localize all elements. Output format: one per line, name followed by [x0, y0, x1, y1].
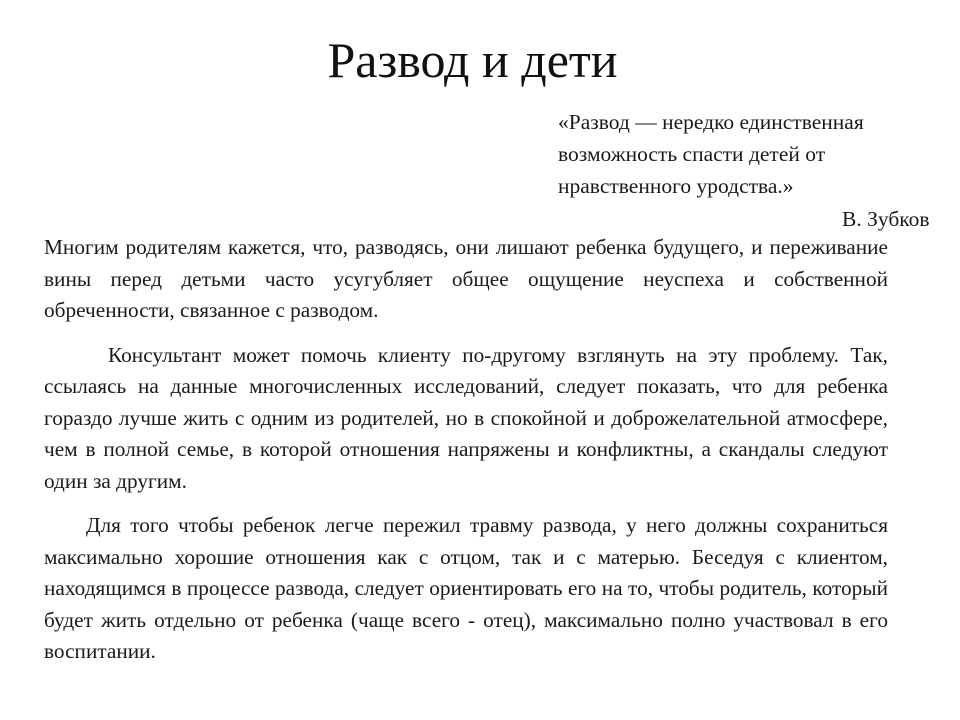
- paragraph-1: Многим родителям кажется, что, разводясь, они лишают ребенка будущего, и переживание вины перед детьми часто усугубляет общее ощущение неуспеха и собственной обреченности, связанное с разводом.: [44, 235, 888, 322]
- epigraph-author: В. Зубков: [842, 207, 930, 231]
- epigraph-quote: «Развод — нередко единственная возможность спасти детей от нравственного уродства.»: [558, 110, 864, 198]
- slide-title: Развод и дети: [327, 32, 618, 88]
- paragraph-3: Для того чтобы ребенок легче пережил травму развода, у него должны сохраниться максимально хорошие отношения как с отцом, так и с матерью. Беседуя с клиентом, находящимся в процессе развода, следует ориентировать его на то, чтобы родитель, который будет жить отдельно от ребенка (чаще всего - отец), максимально полно участвовал в его воспитании.: [44, 513, 888, 663]
- paragraph-2: Консультант может помочь клиенту по-другому взглянуть на эту проблему. Так, ссылаясь на данные многочисленных исследований, следует показать, что для ребенка гораздо лучше жить с одним из родителей, но в спокойной и доброжелательной атмосфере, чем в полной семье, в которой отношения напряжены и конфликтны, а скандалы следуют один за другим.: [44, 342, 888, 493]
- epigraph: [558, 106, 948, 202]
- body-text: [44, 232, 888, 668]
